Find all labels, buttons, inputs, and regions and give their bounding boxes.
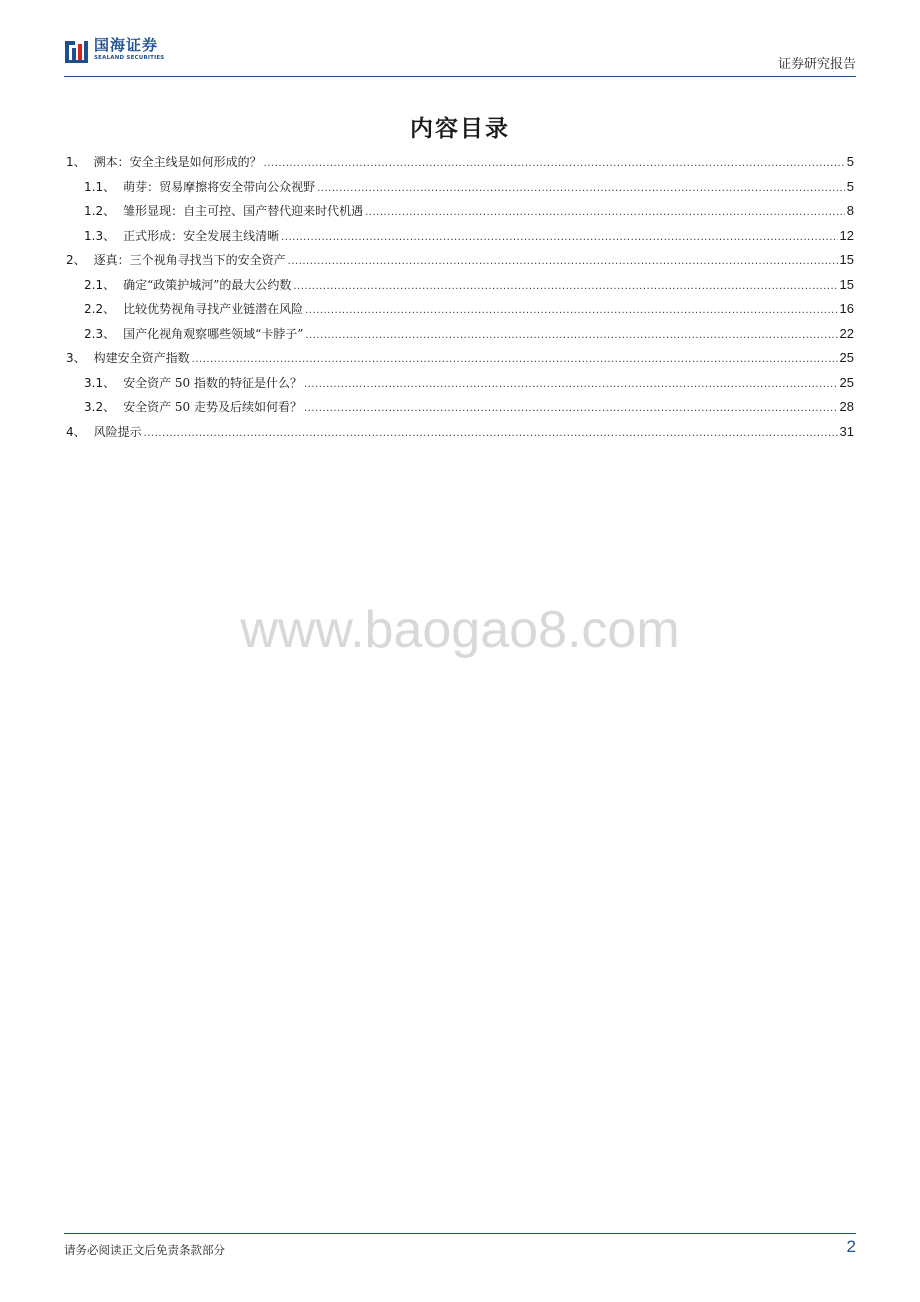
toc-leader-dots [317, 183, 845, 194]
logo-english-name: SEALAND SECURITIES [94, 55, 165, 61]
toc-entry[interactable] [66, 251, 854, 276]
company-logo [64, 38, 164, 66]
toc-entry-number: 2.1、 [84, 277, 116, 292]
toc-entry-number: 1.1、 [84, 179, 116, 194]
toc-entry-number: 3.2、 [84, 400, 116, 414]
toc-entry-title: 正式形成：安全发展主线清晰 [123, 228, 280, 243]
toc-entry-title: 确定“政策护城河”的最大公约数 [123, 277, 292, 292]
toc-entry-title: 溯本：安全主线是如何形成的？ [93, 155, 262, 169]
page-header [64, 36, 856, 77]
toc-entry-title: 安全资产 50 走势及后续如何看？ [123, 400, 302, 414]
toc-entry-title: 比较优势视角寻找产业链潜在风险 [123, 302, 304, 316]
toc-leader-dots [305, 330, 837, 341]
toc-leader-dots [264, 158, 845, 169]
toc-entry[interactable] [66, 374, 854, 399]
toc-leader-dots [192, 354, 838, 365]
toc-entry-title: 构建安全资产指数 [93, 351, 190, 365]
toc-entry-page: 22 [839, 325, 854, 341]
toc-entry-page: 8 [846, 203, 854, 218]
toc-entry-title: 逐真：三个视角寻找当下的安全资产 [93, 253, 286, 267]
toc-entry[interactable] [66, 349, 854, 374]
toc-entry[interactable] [66, 178, 854, 203]
toc-entry-title: 安全资产 50 指数的特征是什么？ [123, 375, 302, 390]
toc-entry-title: 风险提示 [93, 424, 142, 439]
toc-entry-title: 萌芽：贸易摩擦将安全带向公众视野 [123, 179, 316, 194]
toc-leader-dots [144, 428, 838, 439]
toc-entry[interactable] [66, 325, 854, 350]
toc-leader-dots [293, 281, 837, 292]
toc-entry[interactable] [66, 202, 854, 227]
toc-entry-page: 25 [839, 350, 854, 365]
toc-entry-number: 2.3、 [84, 326, 116, 341]
toc-entry-title: 国产化视角观察哪些领域“卡脖子” [123, 326, 304, 341]
toc-entry[interactable] [66, 153, 854, 178]
toc-entry-page: 25 [839, 374, 854, 390]
logo-chinese-name: 国海证券 [94, 36, 159, 54]
toc-entry-number: 3、 [66, 351, 86, 365]
toc-entry-page: 5 [846, 154, 854, 169]
toc-entry-number: 3.1、 [84, 375, 116, 390]
toc-entry-page: 12 [839, 227, 854, 243]
toc-leader-dots [305, 305, 837, 316]
toc-entry-page: 28 [839, 399, 854, 414]
toc-entry-page: 5 [846, 178, 854, 194]
toc-leader-dots [281, 232, 837, 243]
toc-entry-number: 2、 [66, 253, 86, 267]
toc-entry-number: 1.3、 [84, 228, 116, 243]
page-footer [64, 1233, 856, 1258]
toc-leader-dots [304, 379, 838, 390]
toc-entry[interactable] [66, 300, 854, 325]
toc-leader-dots [304, 403, 838, 414]
toc-entry[interactable] [66, 276, 854, 301]
toc-entry-page: 15 [839, 276, 854, 292]
toc-entry[interactable] [66, 398, 854, 423]
watermark: www.baogao8.com [240, 601, 680, 659]
toc-leader-dots [288, 256, 838, 267]
sealand-logo-icon [64, 38, 90, 66]
toc-entry[interactable] [66, 423, 854, 448]
toc-entry-number: 1.2、 [84, 204, 116, 218]
toc-leader-dots [365, 207, 845, 218]
toc-entry-number: 4、 [66, 424, 86, 439]
toc-title: 内容目录 [410, 116, 510, 142]
table-of-contents [66, 153, 854, 447]
toc-entry-title: 雏形显现：自主可控、国产替代迎来时代机遇 [123, 204, 364, 218]
toc-entry-number: 2.2、 [84, 302, 116, 316]
toc-entry-page: 31 [839, 423, 854, 439]
page-number: 2 [846, 1237, 856, 1256]
toc-entry-number: 1、 [66, 155, 86, 169]
toc-entry-page: 15 [839, 252, 854, 267]
toc-entry[interactable] [66, 227, 854, 252]
toc-entry-page: 16 [839, 301, 854, 316]
disclaimer-note: 请务必阅读正文后免责条款部分 [64, 1243, 225, 1257]
report-type-label: 证券研究报告 [777, 57, 856, 72]
